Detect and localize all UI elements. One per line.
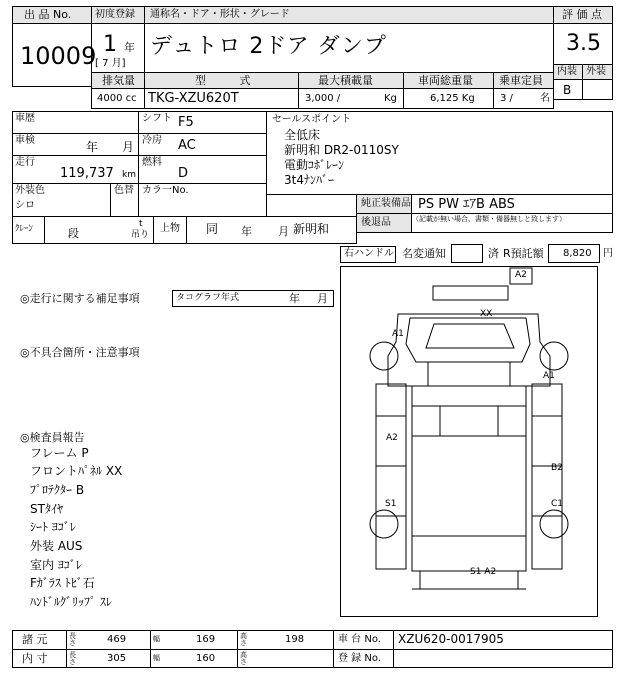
driving-notes-label: ◎走行に関する補足事項 xyxy=(20,292,140,305)
sales-point-line: 全低床 xyxy=(284,128,321,142)
displacement-label: 排気量 xyxy=(102,74,135,87)
inspector-line: ﾌﾟﾛﾃｸﾀｰ B xyxy=(30,483,85,497)
diagram-mark-front-right: A1 xyxy=(543,371,555,381)
ac-label: 冷房 xyxy=(142,135,162,146)
notice-box xyxy=(451,244,483,263)
mileage: 119,737 xyxy=(60,166,114,181)
inner-width: 160 xyxy=(196,653,216,664)
capacity-label: 乗車定員 xyxy=(499,74,543,87)
height: 198 xyxy=(285,634,305,645)
inspection-label: 車検 xyxy=(15,135,35,146)
diagram-mark-rear-right: C1 xyxy=(551,499,564,509)
inspector-line: フロントﾊﾟﾈﾙ XX xyxy=(30,464,123,478)
inspector-line: STﾀｲﾔ xyxy=(30,502,63,516)
aftermarket-note: （記載が無い場合、書類・備器無しと致します） xyxy=(412,215,566,223)
model: TKG-XZU620T xyxy=(148,91,239,106)
inner-length-label: 長さ xyxy=(69,651,76,666)
displacement: 4000 cc xyxy=(97,93,137,104)
diagram-mark-front-left: A1 xyxy=(392,329,404,339)
registration-label: 登 録 No. xyxy=(338,653,381,664)
handle: 右ハンドル xyxy=(344,248,394,259)
truck-diagram xyxy=(340,266,598,617)
recycle-label: R預託額 xyxy=(503,247,544,260)
inspector-label: ◎検査員報告 xyxy=(20,431,85,444)
crane-label: ｸﾚｰﾝ xyxy=(15,224,34,234)
model-label: 型 式 xyxy=(195,74,251,87)
sales-point-line: 電動ｺﾎﾞﾚｰﾝ xyxy=(284,158,345,172)
sales-points-label: セールスポイント xyxy=(272,114,352,125)
body-year: 年 xyxy=(241,225,252,238)
diagram-mark-rear: S1 A2 xyxy=(470,567,497,577)
car-name: デュトロ 2ドア ダンプ xyxy=(150,34,387,59)
width-label: 幅 xyxy=(153,635,160,643)
year-unit: 年 xyxy=(124,41,135,54)
body-maker: 新明和 xyxy=(293,222,330,236)
details-block xyxy=(12,111,267,217)
defects-label: ◎不具合箇所・注意事項 xyxy=(20,346,140,359)
recycle-flag: 済 xyxy=(488,247,499,260)
aftermarket-label: 後退品 xyxy=(361,217,391,228)
length-label: 長さ xyxy=(69,632,76,647)
ac: AC xyxy=(178,138,196,153)
first-reg-year: 1 xyxy=(103,32,117,57)
body-month: 月 xyxy=(278,225,289,238)
body-same: 同 xyxy=(206,222,219,236)
gross-weight: 6,125 Kg xyxy=(430,93,475,104)
interior-grade: B xyxy=(563,83,572,97)
first-reg-label: 初度登録 xyxy=(95,9,135,20)
sales-point-line: 新明和 DR2-0110SY xyxy=(284,143,399,157)
fuel: D xyxy=(178,166,189,181)
inner-label: 内 寸 xyxy=(22,652,48,665)
crane-t: t xyxy=(139,219,143,229)
body-maker-label: 上物 xyxy=(160,223,180,234)
rating: 3.5 xyxy=(566,31,601,56)
first-reg-month: [ 7 月] xyxy=(95,58,126,69)
inspector-line: ｼｰﾄ ﾖｺﾞﾚ xyxy=(30,520,76,534)
color-code-label: カラ一No. xyxy=(142,185,189,196)
color: シロ xyxy=(15,200,35,211)
tachograph-month: 月 xyxy=(317,292,328,305)
yen-unit: 円 xyxy=(603,248,613,259)
exterior-grade-cell xyxy=(582,79,613,100)
fuel-label: 燃料 xyxy=(142,157,162,168)
inspector-line: ﾊﾝﾄﾞﾙｸﾞﾘｯﾌﾟ ｽﾚ xyxy=(30,595,112,609)
shift-label: シフト xyxy=(142,113,172,124)
equipment: PS PW ｴｱB ABS xyxy=(418,197,515,212)
capacity: 3 / xyxy=(500,93,513,104)
mileage-label: 走行 xyxy=(15,157,35,168)
crane-tsuri: 吊り xyxy=(131,230,150,240)
diagram-mark-front: XX xyxy=(480,309,493,319)
max-load-unit: Kg xyxy=(384,93,397,104)
rating-label: 評 価 点 xyxy=(562,8,602,21)
inner-height-label: 高さ xyxy=(240,651,247,666)
diagram-mark-rear-left: S1 xyxy=(385,499,397,509)
length: 469 xyxy=(107,634,127,645)
lot-no-label: 出 品 No. xyxy=(24,8,72,21)
tachograph-year: 年 xyxy=(289,292,300,305)
car-name-label: 通称名・ドア・形状・グレード xyxy=(150,9,290,20)
chassis-label: 車 台 No. xyxy=(338,634,381,645)
height-label: 高さ xyxy=(240,632,247,647)
diagram-mark-right: B2 xyxy=(551,463,563,473)
width: 169 xyxy=(196,634,216,645)
max-load-label: 最大積載量 xyxy=(318,74,373,87)
mileage-unit: km xyxy=(122,170,136,180)
color-label: 外装色 xyxy=(15,185,45,196)
recycle-amount: 8,820 xyxy=(563,248,592,259)
inspection-month: 月 xyxy=(122,140,135,154)
inspector-line: フレーム P xyxy=(30,446,89,460)
inspector-line: 外装 AUS xyxy=(30,539,83,553)
gross-weight-label: 車両総重量 xyxy=(418,74,473,87)
inspector-line: Fｶﾞﾗｽ ﾄﾋﾞ石 xyxy=(30,576,95,590)
color-no-label: 色替 xyxy=(114,185,134,196)
exterior-label: 外装 xyxy=(586,66,606,77)
interior-label: 内装 xyxy=(557,66,577,77)
capacity-unit: 名 xyxy=(540,93,550,104)
inner-length: 305 xyxy=(107,653,127,664)
inspection-year: 年 xyxy=(86,140,99,154)
crane-dan: 段 xyxy=(68,227,79,240)
spec-label: 諸 元 xyxy=(22,633,48,646)
shift: F5 xyxy=(178,115,194,130)
notice-label: 名変通知 xyxy=(402,247,446,260)
sales-point-line: 3t4ﾅﾝﾊﾞｰ xyxy=(284,173,334,187)
diagram-mark-top: A2 xyxy=(515,270,527,280)
tachograph-label: タコグラフ年式 xyxy=(176,293,240,303)
equipment-label: 純正装備品 xyxy=(361,198,411,209)
chassis: XZU620-0017905 xyxy=(398,632,504,646)
inspector-line: 室内 ﾖｺﾞﾚ xyxy=(30,558,82,572)
history-label: 車歴 xyxy=(15,113,35,124)
max-load: 3,000 / xyxy=(305,93,341,104)
lot-no: 10009 xyxy=(20,42,97,70)
diagram-mark-left: A2 xyxy=(386,433,398,443)
inner-width-label: 幅 xyxy=(153,654,160,662)
